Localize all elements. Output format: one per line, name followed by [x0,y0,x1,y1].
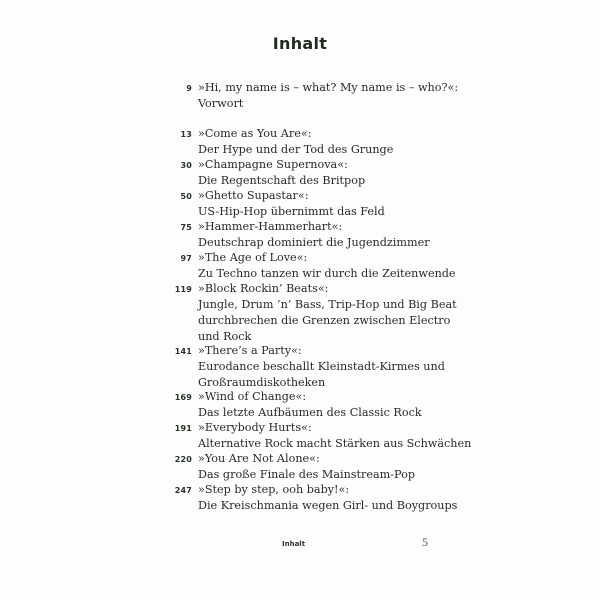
toc-chapter-subtitle: und Rock [198,330,252,343]
toc-page-number: 141 [174,347,192,356]
toc-chapter-subtitle: Die Regentschaft des Britpop [198,174,366,187]
toc-chapter-subtitle: Eurodance beschallt Kleinstadt-Kirmes und [198,360,445,373]
toc-chapter-subtitle: Jungle, Drum ’n’ Bass, Trip-Hop und Big Beat [198,298,457,311]
toc-page-number: 97 [180,254,192,263]
toc-chapter-title: »Block Rockin’ Beats«: [198,282,329,295]
toc-chapter-subtitle: Der Hype und der Tod des Grunge [198,143,394,156]
toc-chapter-subtitle: Das große Finale des Mainstream-Pop [198,468,416,481]
toc-chapter-subtitle: durchbrechen die Grenzen zwischen Electro [198,314,451,327]
toc-chapter-subtitle: Großraumdiskotheken [198,376,326,389]
toc-page-number: 13 [180,130,192,139]
toc-chapter-title: »Champagne Supernova«: [198,158,348,171]
toc-chapter-subtitle: Vorwort [198,97,244,110]
toc-page-number: 50 [180,192,192,201]
toc-chapter-title: »There’s a Party«: [198,344,302,357]
page-title: Inhalt [272,34,328,53]
toc-chapter-subtitle: US-Hip-Hop übernimmt das Feld [198,205,385,218]
page-number: 5 [422,535,428,549]
toc-page-number: 119 [174,285,192,294]
toc-page-number: 247 [174,486,192,495]
toc-chapter-title: »The Age of Love«: [198,251,308,264]
toc-chapter-title: »Wind of Change«: [198,390,307,403]
toc-page-number: 220 [174,455,192,464]
running-footer-label: Inhalt [282,540,306,548]
toc-chapter-subtitle: Die Kreischmania wegen Girl- und Boygroups [198,499,458,512]
toc-page-number: 191 [174,424,192,433]
toc-chapter-subtitle: Das letzte Aufbäumen des Classic Rock [198,406,422,419]
toc-chapter-title: »Everybody Hurts«: [198,421,312,434]
toc-page-number: 9 [186,84,192,93]
toc-chapter-title: »Hammer-Hammerhart«: [198,220,343,233]
toc-page-number: 75 [180,223,192,232]
toc-page-number: 30 [180,161,192,170]
toc-chapter-title: »You Are Not Alone«: [198,452,320,465]
toc-page-number: 169 [174,393,192,402]
toc-chapter-title: »Step by step, ooh baby!«: [198,483,350,496]
toc-chapter-title: »Hi, my name is – what? My name is – who?«: [198,81,459,94]
toc-chapter-subtitle: Deutschrap dominiert die Jugendzimmer [198,236,430,249]
toc-chapter-subtitle: Zu Techno tanzen wir durch die Zeitenwende [198,267,456,280]
toc-chapter-title: »Come as You Are«: [198,127,312,140]
toc-chapter-title: »Ghetto Supastar«: [198,189,309,202]
toc-chapter-subtitle: Alternative Rock macht Stärken aus Schwächen [198,437,472,450]
